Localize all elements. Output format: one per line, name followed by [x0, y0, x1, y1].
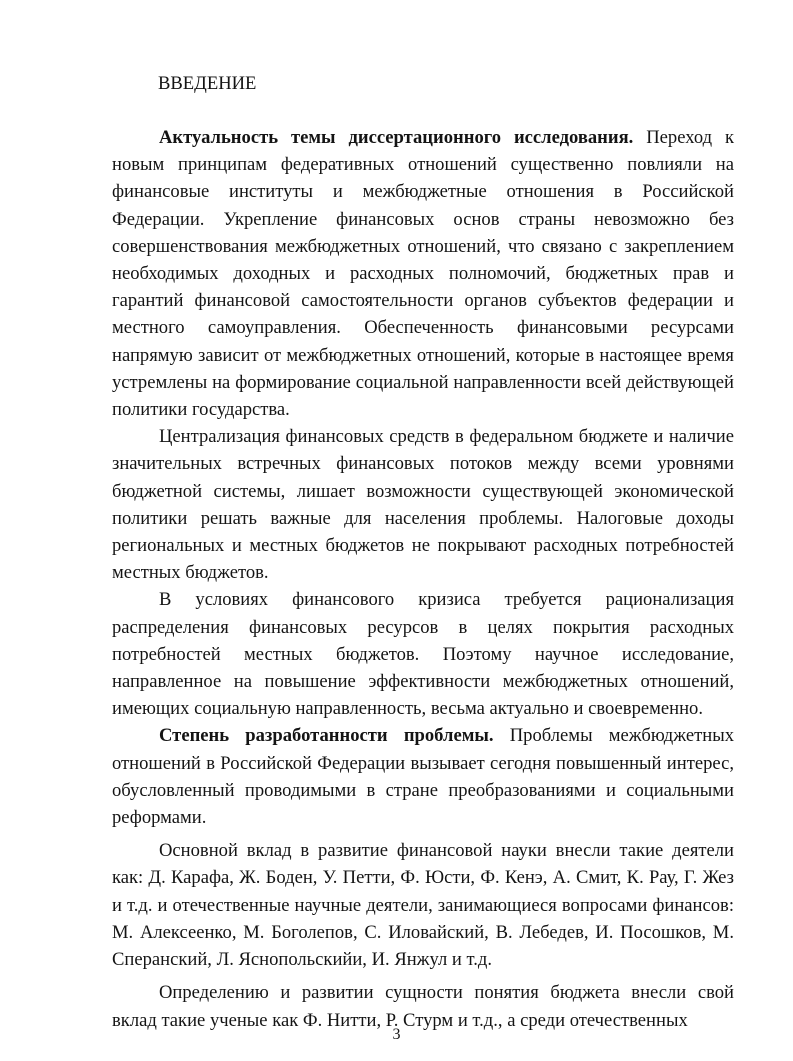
page-number: 3: [392, 1026, 401, 1043]
paragraph-text: В условиях финансового кризиса требуется рационализация распределения финансовых ресурсов в целях покрытия расходных потребностей местных бюджетов. Поэтому научное исследование, направленное на повышение эффективности межбюджетных отношений, имеющих социальную направленность, весьма актуально и своевременно.: [112, 589, 734, 720]
paragraph-text: Централизация финансовых средств в федеральном бюджете и наличие значительных встречных финансовых потоков между всеми уровнями бюджетной системы, лишает возможности существующей экономической политики решать важные для населения проблемы. Налоговые доходы региональных и местных бюджетов не покрывают расходных потребностей местных бюджетов.: [112, 426, 734, 584]
paragraph-text: Определению и развитии сущности понятия бюджета внесли свой вклад такие ученые как Ф. Нитти, Р. Стурм и т.д., а среди отечественных: [112, 982, 734, 1031]
paragraph-lead: Актуальность темы диссертационного исследования.: [159, 127, 634, 148]
section-heading: ВВЕДЕНИЕ: [158, 73, 257, 94]
paragraph-centralization: [112, 423, 734, 586]
paragraph-contributors: [112, 837, 734, 973]
paragraph-crisis: [112, 586, 734, 722]
paragraph-development-degree: [112, 722, 734, 831]
paragraph-text: Основной вклад в развитие финансовой науки внесли такие деятели как: Д. Карафа, Ж. Боден, У. Петти, Ф. Юсти, Ф. Кенэ, А. Смит, К. Рау, Г. Жез и т.д. и отечественные научные деятели, занимающиеся вопросами финансов: М. Алексеенко, М. Боголепов, С. Иловайский, В. Лебедев, И. Посошков, М. Сперанский, Л. Яснопольскийи, И. Янжул и т.д.: [112, 840, 734, 971]
paragraph-lead: Степень разработанности проблемы.: [159, 725, 494, 747]
paragraph-relevance: [112, 124, 734, 423]
paragraph-text: Переход к новым принципам федеративных отношений существенно повлияли на финансовые институты и межбюджетные отношения в Российской Федерации. Укрепление финансовых основ страны невозможно без совершенствования межбюджетных отношений, что связано с закреплением необходимых доходных и расходных полномочий, бюджетных прав и гарантий финансовой самостоятельности органов субъектов федерации и местного самоуправления. Обеспеченность финансовыми ресурсами напрямую зависит от межбюджетных отношений, которые в настоящее время устремлены на формирование социальной направленности всей действующей политики государства.: [112, 127, 734, 421]
paragraph-text: Проблемы межбюджетных отношений в Российской Федерации вызывает сегодня повышенный интерес, обусловленный проводимыми в стране преобразованиями и социальными реформами.: [112, 725, 734, 829]
document-body: [112, 124, 734, 1034]
